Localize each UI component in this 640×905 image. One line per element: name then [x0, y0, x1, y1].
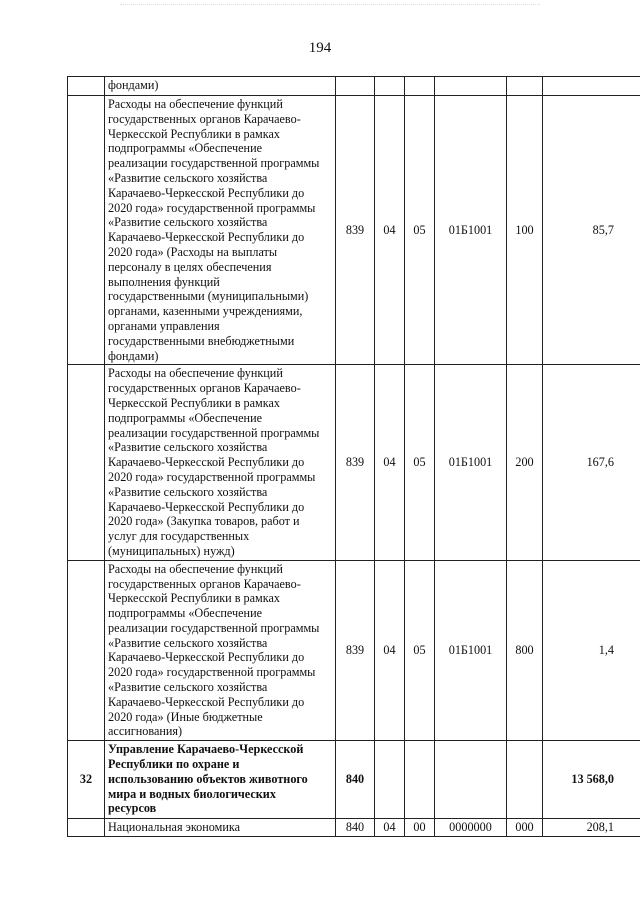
- description-line: «Развитие сельского хозяйства: [108, 680, 268, 695]
- expense-type-code: [507, 741, 543, 819]
- amount: [543, 77, 640, 96]
- description-line: Карачаево-Черкесской Республики до: [108, 650, 305, 665]
- target-article-code: 0000000: [435, 819, 507, 837]
- description-line: подпрограммы «Обеспечение: [108, 141, 263, 156]
- expense-type-code: [507, 77, 543, 96]
- description-line: государственных органов Карачаево-: [108, 381, 301, 396]
- ministry-code: 839: [336, 560, 375, 741]
- table-row: [68, 560, 640, 741]
- table-row: [68, 365, 640, 560]
- ministry-code: 839: [336, 365, 375, 560]
- amount: 167,6: [543, 365, 640, 560]
- description-line: 2020 года» государственной программы: [108, 200, 316, 215]
- scan-artifact: [120, 4, 540, 13]
- row-number: [68, 560, 105, 741]
- description-line: выполнения функций: [108, 274, 220, 289]
- row-description: [105, 77, 336, 96]
- table-row: [68, 819, 640, 837]
- row-description: [105, 819, 336, 837]
- target-article-code: 01Б1001: [435, 365, 507, 560]
- subsection-code: 05: [405, 365, 435, 560]
- expense-type-code: 000: [507, 819, 543, 837]
- subsection-code: [405, 77, 435, 96]
- description-line: Расходы на обеспечение функций: [108, 366, 283, 381]
- description-line: 2020 года» (Закупка товаров, работ и: [108, 514, 300, 529]
- section-code: 04: [375, 819, 405, 837]
- ministry-code: 840: [336, 741, 375, 819]
- description-line: мира и водных биологических: [108, 786, 276, 801]
- description-line: Черкесской Республики в рамках: [108, 395, 280, 410]
- row-number: [68, 365, 105, 560]
- description-line: 2020 года» (Иные бюджетные: [108, 709, 263, 724]
- description-line: реализации государственной программы: [108, 156, 320, 171]
- description-line: «Развитие сельского хозяйства: [108, 484, 268, 499]
- section-code: 04: [375, 365, 405, 560]
- row-description: [105, 741, 336, 819]
- description-line: Расходы на обеспечение функций: [108, 561, 283, 576]
- section-code: [375, 741, 405, 819]
- target-article-code: [435, 77, 507, 96]
- description-line: фондами): [108, 348, 159, 363]
- table-row: [68, 96, 640, 365]
- description-line: ресурсов: [108, 801, 157, 816]
- subsection-code: [405, 741, 435, 819]
- target-article-code: [435, 741, 507, 819]
- description-line: Карачаево-Черкесской Республики до: [108, 499, 305, 514]
- description-line: «Развитие сельского хозяйства: [108, 440, 268, 455]
- description-line: Черкесской Республики в рамках: [108, 591, 280, 606]
- description-line: органами, казенными учреждениями,: [108, 304, 303, 319]
- row-description: [105, 96, 336, 365]
- description-line: «Развитие сельского хозяйства: [108, 215, 268, 230]
- target-article-code: 01Б1001: [435, 96, 507, 365]
- table-row: [68, 77, 640, 96]
- description-line: «Развитие сельского хозяйства: [108, 170, 268, 185]
- description-line: реализации государственной программы: [108, 620, 320, 635]
- description-line: государственных органов Карачаево-: [108, 576, 301, 591]
- section-code: 04: [375, 96, 405, 365]
- expense-type-code: 100: [507, 96, 543, 365]
- amount: 208,1: [543, 819, 640, 837]
- row-number: 32: [68, 741, 105, 819]
- ministry-code: 840: [336, 819, 375, 837]
- amount: 13 568,0: [543, 741, 640, 819]
- description-line: «Развитие сельского хозяйства: [108, 635, 268, 650]
- description-line: подпрограммы «Обеспечение: [108, 410, 263, 425]
- ministry-code: [336, 77, 375, 96]
- description-line: 2020 года» (Расходы на выплаты: [108, 244, 278, 259]
- description-line: использованию объектов животного: [108, 771, 308, 786]
- expense-type-code: 200: [507, 365, 543, 560]
- description-line: Расходы на обеспечение функций: [108, 97, 283, 111]
- budget-table: [67, 76, 640, 837]
- description-line: услуг для государственных: [108, 529, 250, 544]
- description-line: ассигнования): [108, 724, 183, 739]
- description-line: 2020 года» государственной программы: [108, 469, 316, 484]
- ministry-code: 839: [336, 96, 375, 365]
- table-body: [68, 77, 640, 837]
- description-line: Черкесской Республики в рамках: [108, 126, 280, 141]
- description-line: Республики по охране и: [108, 757, 240, 772]
- description-line: фондами): [108, 78, 159, 92]
- subsection-code: 05: [405, 560, 435, 741]
- description-line: Карачаево-Черкесской Республики до: [108, 185, 305, 200]
- description-line: Карачаево-Черкесской Республики до: [108, 230, 305, 245]
- description-line: 2020 года» государственной программы: [108, 665, 316, 680]
- description-line: Национальная экономика: [108, 820, 241, 835]
- description-line: (муниципальных) нужд): [108, 543, 235, 558]
- row-number: [68, 819, 105, 837]
- row-description: [105, 365, 336, 560]
- section-code: [375, 77, 405, 96]
- description-line: реализации государственной программы: [108, 425, 320, 440]
- subsection-code: 00: [405, 819, 435, 837]
- target-article-code: 01Б1001: [435, 560, 507, 741]
- description-line: органами управления: [108, 318, 220, 333]
- section-code: 04: [375, 560, 405, 741]
- amount: 1,4: [543, 560, 640, 741]
- description-line: государственных органов Карачаево-: [108, 111, 301, 126]
- description-line: Управление Карачаево-Черкесской: [108, 742, 304, 757]
- description-line: подпрограммы «Обеспечение: [108, 606, 263, 621]
- description-line: государственными (муниципальными): [108, 289, 309, 304]
- subsection-code: 05: [405, 96, 435, 365]
- row-number: [68, 77, 105, 96]
- description-line: персоналу в целях обеспечения: [108, 259, 272, 274]
- table-row: [68, 741, 640, 819]
- description-line: государственными внебюджетными: [108, 333, 295, 348]
- description-line: Карачаево-Черкесской Республики до: [108, 694, 305, 709]
- amount: 85,7: [543, 96, 640, 365]
- page-number: 194: [308, 40, 332, 56]
- row-description: [105, 560, 336, 741]
- expense-type-code: 800: [507, 560, 543, 741]
- row-number: [68, 96, 105, 365]
- description-line: Карачаево-Черкесской Республики до: [108, 455, 305, 470]
